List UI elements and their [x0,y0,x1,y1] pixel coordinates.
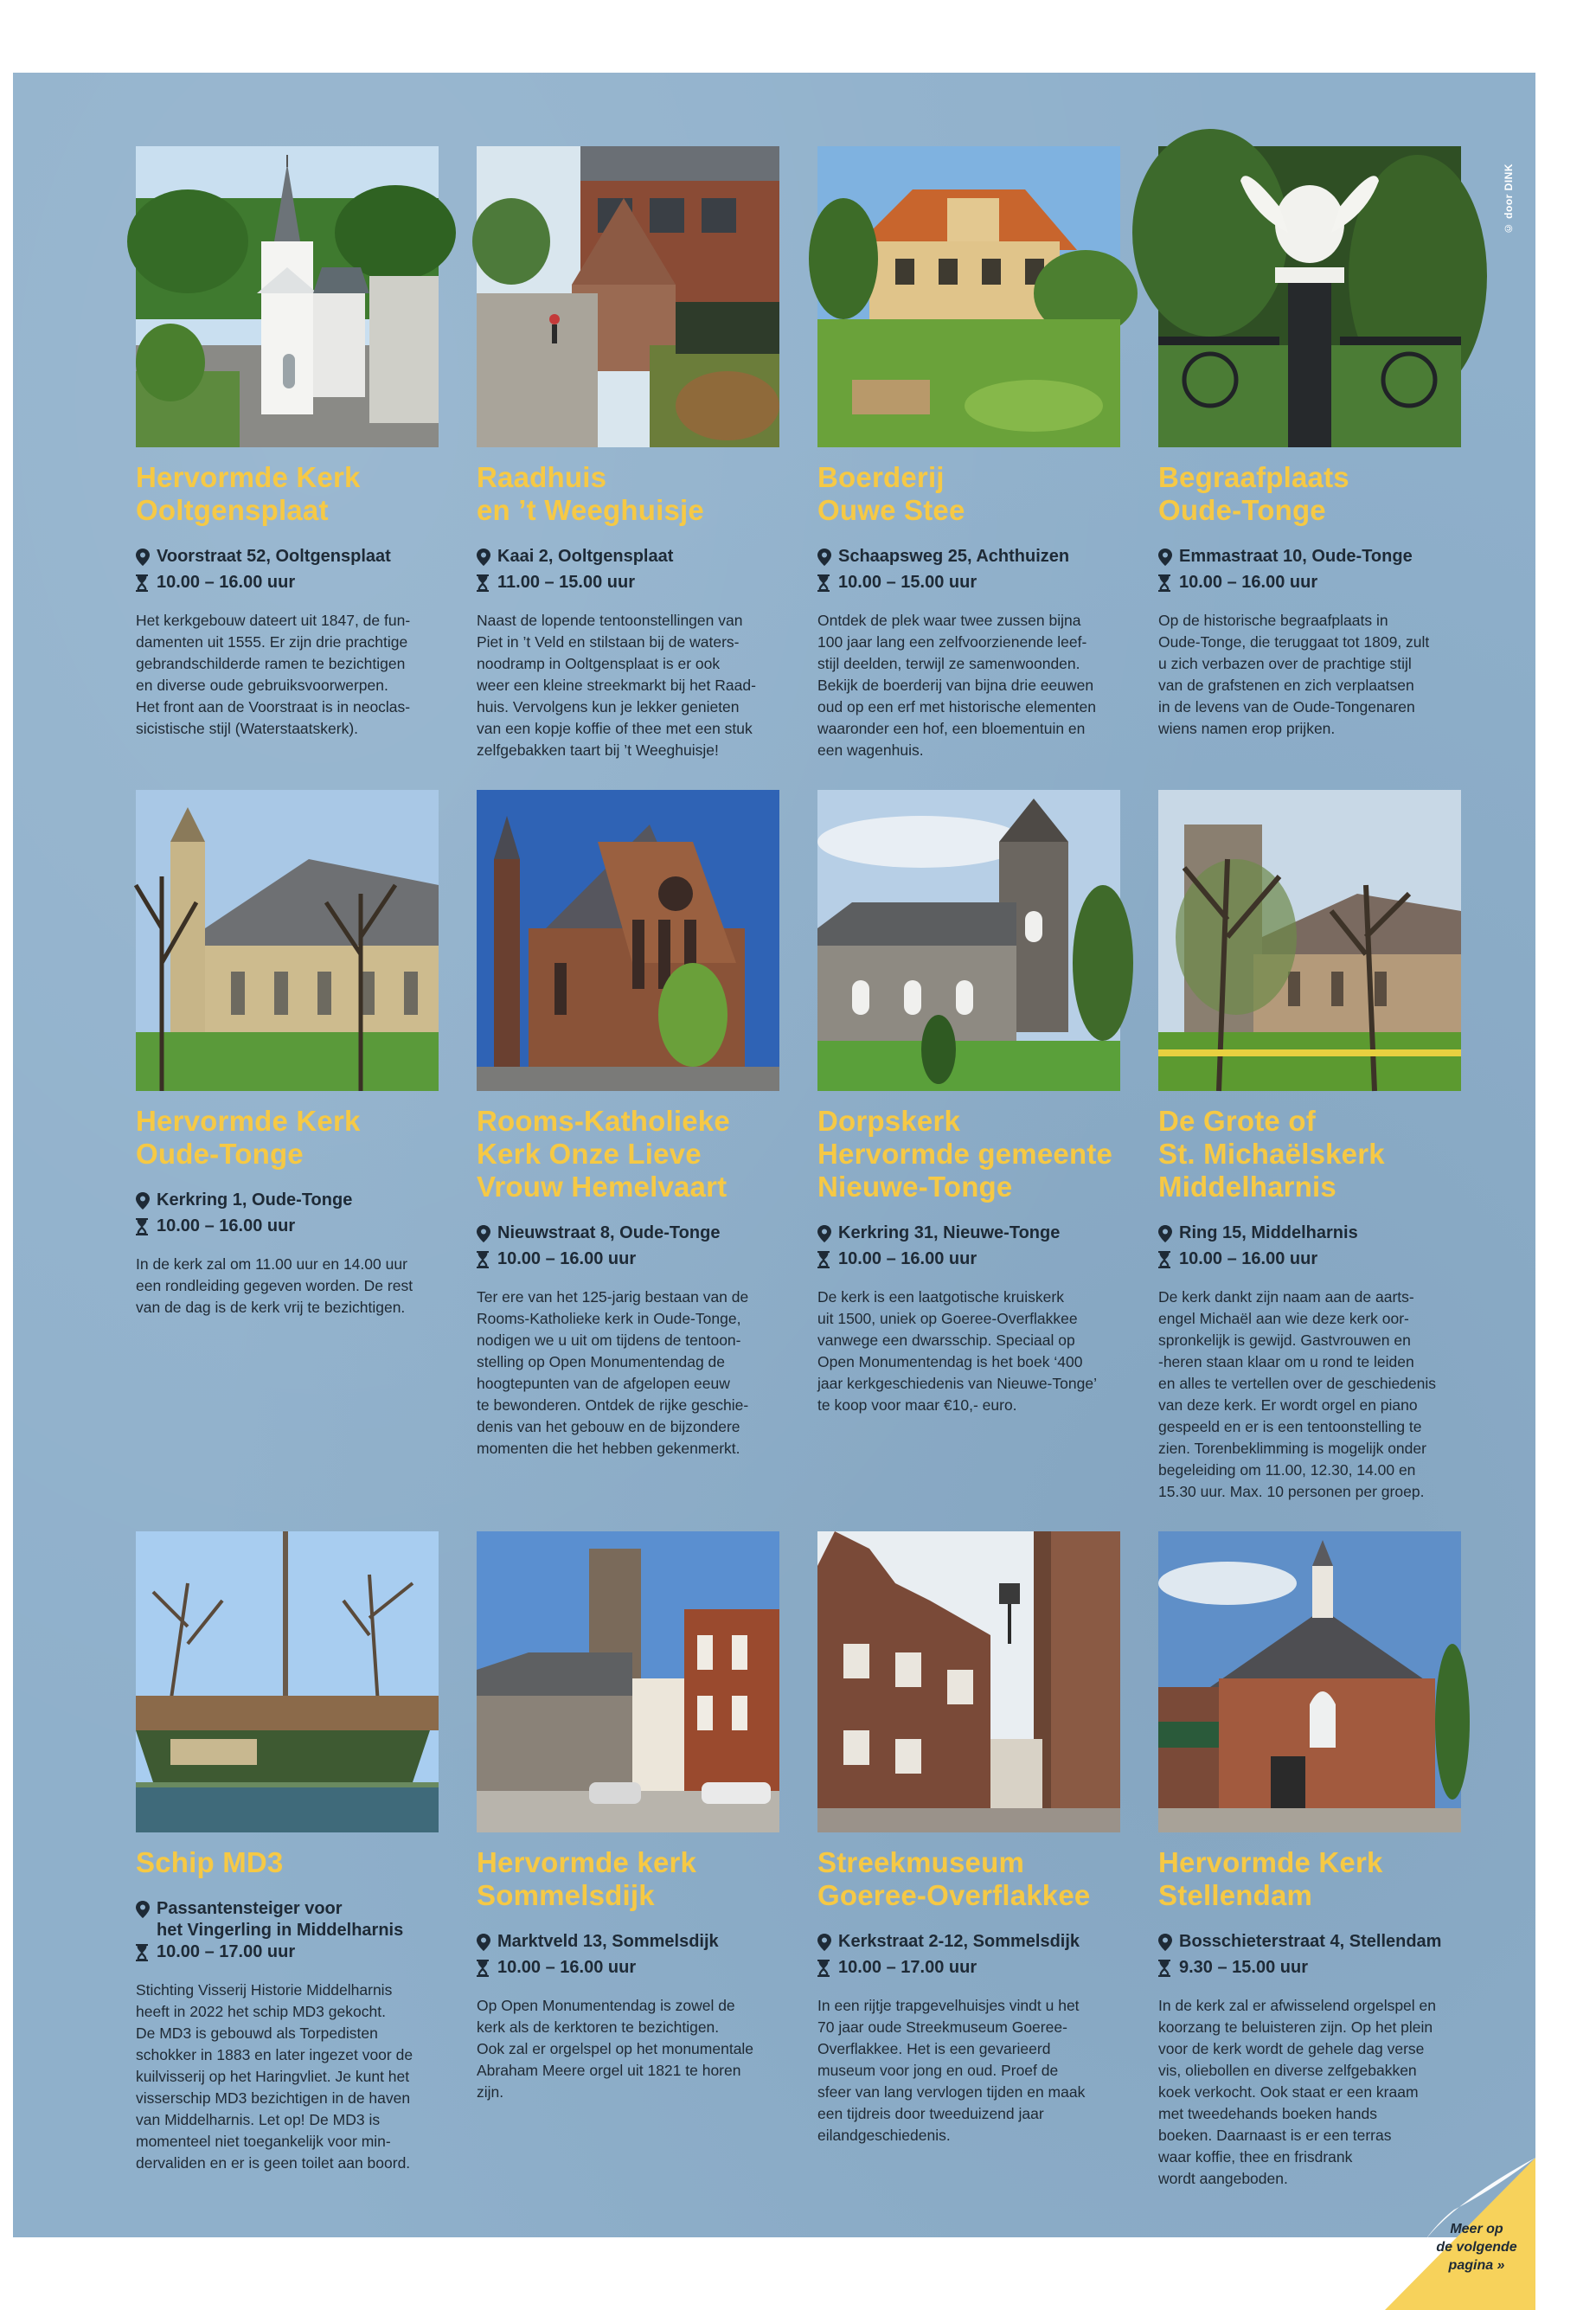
next-page-link[interactable] [1425,2220,1529,2275]
address-text [157,546,391,568]
address-line: Kerkstraat 2-12, Sommelsdijk [838,1932,1080,1951]
address-text [838,1931,1080,1953]
address-line: Nieuwstraat 8, Oude-Tonge [497,1223,721,1242]
description-line: denis van het gebouw en de bijzondere [477,1418,740,1435]
card-title-line: Middelharnis [1158,1171,1336,1203]
map-pin-icon [477,1225,492,1248]
card-hervormde-kerk-stellendam [1158,1531,1461,2190]
address-text [497,546,673,568]
map-pin-icon [136,549,151,572]
card-meta [136,1898,439,1967]
card-begraafplaats-oude-tonge [1158,146,1461,740]
description-line: vis, oliebollen en diverse zelfgebakken [1158,2062,1417,2079]
description-line: koek verkocht. Ook staat er een kraam [1158,2083,1419,2101]
address-line: Kaai 2, Ooltgensplaat [497,547,674,566]
hours-row [477,1248,779,1274]
card-description [1158,1287,1461,1503]
photo-schip-md3 [136,1531,439,1832]
description-line: jaar kerkgeschiedenis van Nieuwe-Tonge’ [817,1375,1097,1392]
description-line: dervaliden en er is geen toilet aan boord. [136,2154,411,2172]
description-line: voor de kerk wordt de gehele dag verse [1158,2040,1425,2057]
address-line: Bosschieterstraat 4, Stellendam [1179,1932,1442,1951]
description-line: Ook zal er orgelspel op het monumentale [477,2040,754,2057]
next-page-line: Meer op [1450,2222,1503,2236]
description-line: engel Michaël aan wie deze kerk oor- [1158,1310,1409,1327]
card-title [136,1846,439,1879]
description-line: gespeeld en er is een tentoonstelling te [1158,1418,1422,1435]
hours-row [136,1216,439,1242]
hours-row [477,1957,779,1983]
card-description [817,1995,1120,2146]
description-line: De kerk is een laatgotische kruiskerk [817,1288,1064,1306]
description-line: In een rijtje trapgevelhuisjes vindt u het [817,1997,1080,2014]
address-text [157,1190,352,1211]
hourglass-icon [817,1960,833,1983]
card-meta [477,546,779,598]
hours-row [136,572,439,598]
map-pin-icon [1158,1934,1174,1957]
photo-rk-kerk [477,790,779,1091]
description-line: Het kerkgebouw dateert uit 1847, de fun- [136,612,411,629]
card-title [477,1846,779,1912]
address-row [477,546,779,572]
description-line: wiens namen erop prijken. [1158,720,1336,737]
card-meta [1158,546,1461,598]
card-meta [817,1222,1120,1274]
card-description [136,1254,439,1319]
hourglass-icon [136,574,151,598]
address-text [838,546,1069,568]
hours-row [1158,572,1461,598]
hourglass-icon [477,1251,492,1274]
card-title-line: Streekmuseum [817,1846,1025,1878]
description-line: in de levens van de Oude-Tongenaren [1158,698,1415,715]
photo-boerderij [817,146,1120,447]
description-line: momenten die het hebben gekenmerkt. [477,1440,740,1457]
card-description [136,1980,439,2174]
description-line: u zich verbazen over de prachtige stijl [1158,655,1412,672]
card-title-line: Hervormde gemeente [817,1138,1113,1170]
card-description [817,1287,1120,1416]
description-line: huis. Vervolgens kun je lekker genieten [477,698,740,715]
hourglass-icon [477,574,492,598]
card-title-line: St. Michaëlskerk [1158,1138,1385,1170]
hours-text: 10.00 – 16.00 uur [1179,573,1318,592]
card-meta [1158,1931,1461,1983]
map-pin-icon [1158,1225,1174,1248]
card-hervormde-kerk-sommelsdijk [477,1531,779,2103]
description-line: Rooms-Katholieke kerk in Oude-Tonge, [477,1310,741,1327]
card-title-line: Oude-Tonge [1158,494,1326,526]
address-line: Emmastraat 10, Oude-Tonge [1179,547,1413,566]
card-title [1158,1105,1461,1203]
hours-text: 10.00 – 17.00 uur [838,1958,977,1977]
description-line: waaronder een hof, een bloementuin en [817,720,1086,737]
card-description [817,610,1120,761]
hours-text: 10.00 – 16.00 uur [497,1249,637,1268]
card-description [136,610,439,740]
address-line: Kerkring 31, Nieuwe-Tonge [838,1223,1061,1242]
address-line: Passantensteiger voor [157,1899,343,1918]
card-hervormde-kerk-oude-tonge [136,790,439,1319]
card-description [477,1995,779,2103]
description-line: en alles te vertellen over de geschiedenis [1158,1375,1437,1392]
description-line: begeleiding om 11.00, 12.30, 14.00 en [1158,1461,1416,1479]
photo-church-ooltgensplaat [136,146,439,447]
card-title [817,1846,1120,1912]
description-line: met tweedehands boeken hands [1158,2105,1377,2122]
photo-streekmuseum [817,1531,1120,1832]
description-line: damenten uit 1555. Er zijn drie prachtige [136,633,408,651]
card-title [817,461,1120,527]
hours-text: 10.00 – 16.00 uur [157,1216,296,1235]
description-line: 70 jaar oude Streekmuseum Goeree- [817,2018,1067,2036]
map-pin-icon [1158,549,1174,572]
card-title [817,1105,1120,1203]
card-meta [817,546,1120,598]
card-title-line: Boerderij [817,461,945,493]
address-text [497,1222,720,1244]
next-page-line: pagina » [1448,2258,1505,2273]
description-line: Stichting Visserij Historie Middelharnis [136,1981,393,1999]
description-line: waar koffie, thee en frisdrank [1158,2148,1353,2166]
description-line: stelling op Open Monumentendag de [477,1353,726,1370]
card-title-line: Dorpskerk [817,1105,961,1137]
card-title-line: Raadhuis [477,461,607,493]
address-row [477,1931,779,1957]
card-boerderij-ouwe-stee [817,146,1120,761]
address-row [1158,1931,1461,1957]
card-st-michaelskerk [1158,790,1461,1503]
address-text [1179,546,1413,568]
description-line: Het front aan de Voorstraat is in neoclas- [136,698,411,715]
card-title-line: Begraafplaats [1158,461,1349,493]
card-title-line: Ouwe Stee [817,494,965,526]
address-row [1158,546,1461,572]
description-line: noodramp in Ooltgensplaat is er ook [477,655,721,672]
map-pin-icon [477,1934,492,1957]
description-line: weer een kleine streekmarkt bij het Raad- [477,677,756,694]
address-text [1179,1222,1358,1244]
photo-st-michaelskerk [1158,790,1461,1091]
hours-text: 10.00 – 16.00 uur [497,1958,637,1977]
description-line: Ontdek de plek waar twee zussen bijna [817,612,1081,629]
card-title [136,461,439,527]
address-row [817,546,1120,572]
address-row [136,546,439,572]
card-meta [136,546,439,598]
address-row [817,1931,1120,1957]
hourglass-icon [136,1218,151,1242]
map-pin-icon [817,1225,833,1248]
card-description [477,1287,779,1460]
next-page-line: de volgende [1436,2240,1517,2255]
card-meta [1158,1222,1461,1274]
address-text [1179,1931,1441,1953]
description-line: 100 jaar lang een zelfvoorzienende leef- [817,633,1087,651]
description-line: De MD3 is gebouwd als Torpedisten [136,2024,378,2042]
hours-text: 10.00 – 17.00 uur [157,1942,296,1961]
description-line: momenteel niet toegankelijk voor min- [136,2133,391,2150]
card-title [1158,461,1461,527]
description-line: een wagenhuis. [817,741,924,759]
description-line: schokker in 1883 en later ingezet voor de [136,2046,413,2063]
photo-begraafplaats [1158,146,1461,447]
description-line: Ter ere van het 125-jarig bestaan van de [477,1288,749,1306]
card-streekmuseum [817,1531,1120,2146]
description-line: Op de historische begraafplaats in [1158,612,1388,629]
description-line: en diverse oude gebruiksvoorwerpen. [136,677,388,694]
card-title-line: Ooltgensplaat [136,494,329,526]
photo-credit: © door DINK [1503,164,1515,235]
hourglass-icon [136,1944,151,1967]
description-line: Naast de lopende tentoonstellingen van [477,612,743,629]
description-line: In de kerk zal om 11.00 uur en 14.00 uur [136,1255,407,1273]
description-line: van Middelharnis. Let op! De MD3 is [136,2111,381,2128]
description-line: te bewonderen. Ontdek de rijke geschie- [477,1396,749,1414]
address-line: Ring 15, Middelharnis [1179,1223,1358,1242]
card-hervormde-kerk-ooltgensplaat [136,146,439,740]
hours-row [477,572,779,598]
description-line: hoogtepunten van de afgelopen eeuw [477,1375,730,1392]
description-line: zelfgebakken taart bij ’t Weeghuisje! [477,741,719,759]
description-line: Open Monumentendag is het boek ‘400 [817,1353,1083,1370]
card-rk-kerk-olv-hemelvaart [477,790,779,1460]
hours-text: 10.00 – 16.00 uur [838,1249,977,1268]
hours-text: 10.00 – 15.00 uur [838,573,977,592]
card-title [477,461,779,527]
photo-dorpskerk [817,790,1120,1091]
description-line: van de grafstenen en zich verplaatsen [1158,677,1414,694]
card-meta [477,1931,779,1983]
description-line: -heren staan klaar om u rond te leiden [1158,1353,1414,1370]
description-line: stijl deelden, terwijl ze samenwoonden. [817,655,1080,672]
card-title-line: Nieuwe-Tonge [817,1171,1013,1203]
hours-text: 11.00 – 15.00 uur [497,573,636,592]
address-line: Voorstraat 52, Ooltgensplaat [157,547,391,566]
hourglass-icon [817,1251,833,1274]
card-meta [817,1931,1120,1983]
description-line: een tijdreis door tweeduizend jaar [817,2105,1044,2122]
hourglass-icon [817,574,833,598]
card-description [1158,610,1461,740]
description-line: Piet in ’t Veld en stilstaan bij de waters- [477,633,740,651]
hours-text: 10.00 – 16.00 uur [1179,1249,1318,1268]
card-raadhuis-weeghuisje [477,146,779,761]
card-title-line: Stellendam [1158,1879,1313,1911]
photo-sommelsdijk [477,1531,779,1832]
hours-row [817,1248,1120,1274]
description-line: oud op een erf met historische elementen [817,698,1096,715]
card-title [136,1105,439,1171]
hourglass-icon [477,1960,492,1983]
card-title-line: Rooms-Katholieke [477,1105,730,1137]
hours-text: 9.30 – 15.00 uur [1179,1958,1308,1977]
description-line: een rondleiding gegeven worden. De rest [136,1277,413,1294]
description-line: nodigen we u uit om tijdens de tentoon- [477,1331,741,1349]
card-dorpskerk-nieuwe-tonge [817,790,1120,1416]
description-line: gebrandschilderde ramen te bezichtigen [136,655,406,672]
address-line: Marktveld 13, Sommelsdijk [497,1932,719,1951]
address-line: Schaapsweg 25, Achthuizen [838,547,1070,566]
address-text [497,1931,719,1953]
description-line: visserschip MD3 bezichtigen in de haven [136,2089,411,2107]
card-title-line: Vrouw Hemelvaart [477,1171,727,1203]
description-line: kuilvisserij op het Haringvliet. Je kunt het [136,2068,410,2085]
map-pin-icon [477,549,492,572]
address-row [136,1898,439,1941]
card-meta [477,1222,779,1274]
address-row [477,1222,779,1248]
description-line: kerk als de kerktoren te bezichtigen. [477,2018,720,2036]
description-line: eilandgeschiedenis. [817,2127,951,2144]
description-line: In de kerk zal er afwisselend orgelspel en [1158,1997,1437,2014]
card-title [477,1105,779,1203]
hourglass-icon [1158,1960,1174,1983]
hours-text: 10.00 – 16.00 uur [157,573,296,592]
card-title-line: Sommelsdijk [477,1879,655,1911]
description-line: heeft in 2022 het schip MD3 gekocht. [136,2003,386,2020]
card-title-line: Hervormde Kerk [136,1105,361,1137]
hourglass-icon [1158,1251,1174,1274]
description-line: sicistische stijl (Waterstaatskerk). [136,720,359,737]
description-line: Op Open Monumentendag is zowel de [477,1997,735,2014]
description-line: zien. Torenbeklimming is mogelijk onder [1158,1440,1426,1457]
card-meta [136,1190,439,1242]
description-line: De kerk dankt zijn naam aan de aarts- [1158,1288,1414,1306]
card-title-line: Oude-Tonge [136,1138,304,1170]
card-title [1158,1846,1461,1912]
description-line: wordt aangeboden. [1158,2170,1288,2187]
poster [13,73,1535,2273]
hours-row [1158,1957,1461,1983]
description-line: Overflakkee. Het is een gevarieerd [817,2040,1051,2057]
address-row [817,1222,1120,1248]
description-line: museum voor jong en oud. Proef de [817,2062,1059,2079]
description-line: te koop voor maar €10,- euro. [817,1396,1017,1414]
card-title-line: Schip MD3 [136,1846,284,1878]
address-text [157,1898,403,1941]
photo-stellendam [1158,1531,1461,1832]
card-title-line: Kerk Onze Lieve [477,1138,702,1170]
card-title-line: Hervormde kerk [477,1846,697,1878]
hours-row [1158,1248,1461,1274]
description-line: Bekijk de boerderij van bijna drie eeuwen [817,677,1094,694]
photo-raadhuis [477,146,779,447]
map-pin-icon [817,1934,833,1957]
description-line: spronkelijk is gewijd. Gastvrouwen en [1158,1331,1411,1349]
description-line: koorzang te beluisteren zijn. Op het plein [1158,2018,1433,2036]
card-title-line: Hervormde Kerk [136,461,361,493]
description-line: boeken. Daarnaast is er een terras [1158,2127,1392,2144]
address-line: Kerkring 1, Oude-Tonge [157,1190,353,1210]
card-title-line: Hervormde Kerk [1158,1846,1383,1878]
description-line: 15.30 uur. Max. 10 personen per groep. [1158,1483,1425,1500]
map-pin-icon [817,549,833,572]
description-line: vanwege een dwarsschip. Speciaal op [817,1331,1075,1349]
card-description [477,610,779,761]
hours-row [817,1957,1120,1983]
description-line: uit 1500, uniek op Goeree-Overflakkee [817,1310,1078,1327]
map-pin-icon [136,1901,151,1924]
photo-church-oude-tonge [136,790,439,1091]
hours-row [136,1941,439,1967]
description-line: van de dag is de kerk vrij te bezichtigen. [136,1299,406,1316]
address-line: het Vingerling in Middelharnis [157,1921,404,1940]
description-line: sfeer van lang vervlogen tijden en maak [817,2083,1086,2101]
hourglass-icon [1158,574,1174,598]
address-row [1158,1222,1461,1248]
description-line: van een kopje koffie of thee met een stuk [477,720,753,737]
description-line: Oude-Tonge, die teruggaat tot 1809, zult [1158,633,1430,651]
card-title-line: De Grote of [1158,1105,1316,1137]
card-title-line: en ’t Weeghuisje [477,494,704,526]
hours-row [817,572,1120,598]
description-line: Abraham Meere orgel uit 1821 te horen [477,2062,741,2079]
address-row [136,1190,439,1216]
address-text [838,1222,1060,1244]
description-line: van deze kerk. Er wordt orgel en piano [1158,1396,1418,1414]
card-schip-md3 [136,1531,439,2174]
card-title-line: Goeree-Overflakkee [817,1879,1091,1911]
description-line: zijn. [477,2083,504,2101]
map-pin-icon [136,1192,151,1216]
